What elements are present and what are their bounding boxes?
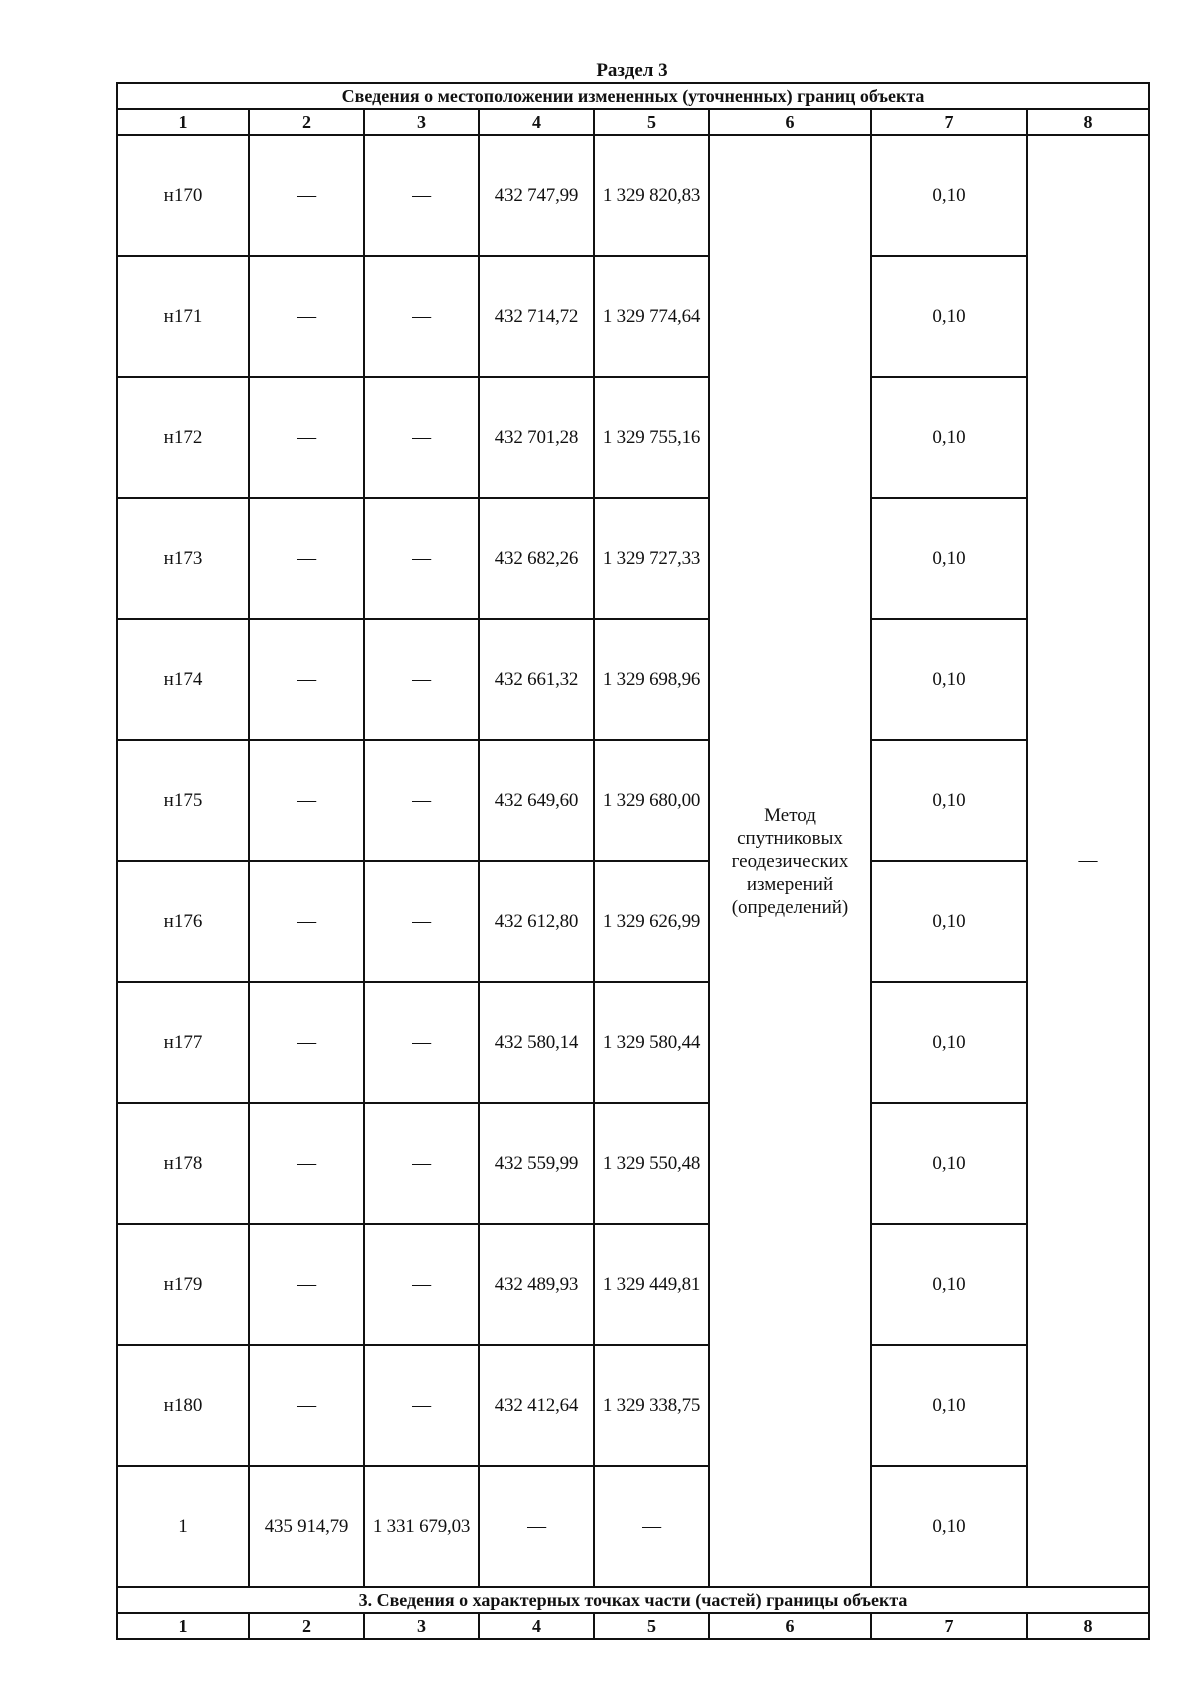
footer-heading: 3. Сведения о характерных точках части (частей) границы объекта bbox=[117, 1587, 1149, 1613]
section-heading: Раздел 3 bbox=[596, 60, 668, 81]
footer-column-number: 7 bbox=[871, 1613, 1027, 1639]
column-number: 5 bbox=[594, 109, 709, 135]
existing-y-cell: — bbox=[364, 619, 479, 740]
accuracy-cell: 0,10 bbox=[871, 256, 1027, 377]
table-row bbox=[117, 1345, 1149, 1466]
table-row bbox=[117, 377, 1149, 498]
method-text-line: измерений bbox=[746, 873, 834, 895]
point-name-cell: н174 bbox=[117, 619, 249, 740]
new-y-cell: 1 329 338,75 bbox=[594, 1345, 709, 1466]
footer-column-number: 6 bbox=[709, 1613, 871, 1639]
column-number: 6 bbox=[709, 109, 871, 135]
new-x-cell: 432 661,32 bbox=[479, 619, 594, 740]
new-x-cell: 432 714,72 bbox=[479, 256, 594, 377]
existing-x-cell: — bbox=[249, 619, 364, 740]
footer-column-number: 1 bbox=[117, 1613, 249, 1639]
new-y-cell: 1 329 580,44 bbox=[594, 982, 709, 1103]
existing-y-cell: — bbox=[364, 861, 479, 982]
existing-x-cell: — bbox=[249, 1345, 364, 1466]
table-row bbox=[117, 135, 1149, 256]
new-x-cell: 432 412,64 bbox=[479, 1345, 594, 1466]
new-x-cell: 432 612,80 bbox=[479, 861, 594, 982]
point-name-cell: н180 bbox=[117, 1345, 249, 1466]
existing-x-cell: — bbox=[249, 256, 364, 377]
column-number: 7 bbox=[871, 109, 1027, 135]
point-name-cell: н177 bbox=[117, 982, 249, 1103]
existing-y-cell: — bbox=[364, 498, 479, 619]
existing-y-cell: — bbox=[364, 256, 479, 377]
table-heading: Сведения о местоположении измененных (уточненных) границ объекта bbox=[117, 83, 1149, 109]
method-text-line: спутниковых bbox=[737, 827, 843, 849]
boundary-points-table bbox=[116, 82, 1150, 1640]
new-x-cell: 432 580,14 bbox=[479, 982, 594, 1103]
existing-x-cell: — bbox=[249, 498, 364, 619]
existing-y-cell: 1 331 679,03 bbox=[364, 1466, 479, 1587]
point-name-cell: н173 bbox=[117, 498, 249, 619]
point-name-cell: н171 bbox=[117, 256, 249, 377]
column-number: 4 bbox=[479, 109, 594, 135]
accuracy-cell: 0,10 bbox=[871, 1345, 1027, 1466]
accuracy-cell: 0,10 bbox=[871, 982, 1027, 1103]
method-text-line: Метод bbox=[764, 804, 816, 826]
new-y-cell: 1 329 774,64 bbox=[594, 256, 709, 377]
table-row bbox=[117, 1466, 1149, 1587]
table-row bbox=[117, 1103, 1149, 1224]
new-y-cell: 1 329 755,16 bbox=[594, 377, 709, 498]
table-row bbox=[117, 740, 1149, 861]
existing-x-cell: — bbox=[249, 377, 364, 498]
new-y-cell: 1 329 727,33 bbox=[594, 498, 709, 619]
method-cell bbox=[709, 135, 871, 1587]
existing-y-cell: — bbox=[364, 1103, 479, 1224]
existing-y-cell: — bbox=[364, 1224, 479, 1345]
point-name-cell: н172 bbox=[117, 377, 249, 498]
accuracy-cell: 0,10 bbox=[871, 1103, 1027, 1224]
existing-y-cell: — bbox=[364, 740, 479, 861]
column-number-row bbox=[117, 109, 1149, 135]
new-x-cell: 432 682,26 bbox=[479, 498, 594, 619]
new-y-cell: 1 329 820,83 bbox=[594, 135, 709, 256]
existing-x-cell: — bbox=[249, 861, 364, 982]
footer-column-number: 3 bbox=[364, 1613, 479, 1639]
column-8-cell: — bbox=[1027, 135, 1149, 1587]
footer-column-number: 5 bbox=[594, 1613, 709, 1639]
new-y-cell: 1 329 550,48 bbox=[594, 1103, 709, 1224]
new-x-cell: 432 701,28 bbox=[479, 377, 594, 498]
point-name-cell: н175 bbox=[117, 740, 249, 861]
table-row bbox=[117, 256, 1149, 377]
footer-column-number: 2 bbox=[249, 1613, 364, 1639]
footer-column-number: 4 bbox=[479, 1613, 594, 1639]
new-x-cell: 432 559,99 bbox=[479, 1103, 594, 1224]
table-row bbox=[117, 861, 1149, 982]
new-y-cell: 1 329 449,81 bbox=[594, 1224, 709, 1345]
existing-x-cell: — bbox=[249, 135, 364, 256]
new-x-cell: 432 489,93 bbox=[479, 1224, 594, 1345]
existing-y-cell: — bbox=[364, 1345, 479, 1466]
new-x-cell: — bbox=[479, 1466, 594, 1587]
column-number: 2 bbox=[249, 109, 364, 135]
new-y-cell: 1 329 680,00 bbox=[594, 740, 709, 861]
existing-x-cell: — bbox=[249, 1103, 364, 1224]
existing-y-cell: — bbox=[364, 982, 479, 1103]
column-number: 3 bbox=[364, 109, 479, 135]
new-x-cell: 432 747,99 bbox=[479, 135, 594, 256]
method-text-line: (определений) bbox=[731, 896, 849, 918]
table-row bbox=[117, 982, 1149, 1103]
existing-x-cell: — bbox=[249, 740, 364, 861]
table-row bbox=[117, 498, 1149, 619]
accuracy-cell: 0,10 bbox=[871, 135, 1027, 256]
column-number: 8 bbox=[1027, 109, 1149, 135]
footer-column-number: 8 bbox=[1027, 1613, 1149, 1639]
new-y-cell: — bbox=[594, 1466, 709, 1587]
existing-y-cell: — bbox=[364, 377, 479, 498]
method-text-line: геодезических bbox=[731, 850, 849, 872]
point-name-cell: н176 bbox=[117, 861, 249, 982]
accuracy-cell: 0,10 bbox=[871, 861, 1027, 982]
existing-x-cell: — bbox=[249, 1224, 364, 1345]
existing-x-cell: 435 914,79 bbox=[249, 1466, 364, 1587]
accuracy-cell: 0,10 bbox=[871, 740, 1027, 861]
point-name-cell: н178 bbox=[117, 1103, 249, 1224]
new-y-cell: 1 329 626,99 bbox=[594, 861, 709, 982]
accuracy-cell: 0,10 bbox=[871, 498, 1027, 619]
column-number: 1 bbox=[117, 109, 249, 135]
accuracy-cell: 0,10 bbox=[871, 619, 1027, 740]
accuracy-cell: 0,10 bbox=[871, 1466, 1027, 1587]
accuracy-cell: 0,10 bbox=[871, 1224, 1027, 1345]
point-name-cell: н170 bbox=[117, 135, 249, 256]
new-y-cell: 1 329 698,96 bbox=[594, 619, 709, 740]
new-x-cell: 432 649,60 bbox=[479, 740, 594, 861]
table-row bbox=[117, 1224, 1149, 1345]
existing-x-cell: — bbox=[249, 982, 364, 1103]
point-name-cell: 1 bbox=[117, 1466, 249, 1587]
document-page bbox=[116, 60, 1148, 1640]
point-name-cell: н179 bbox=[117, 1224, 249, 1345]
accuracy-cell: 0,10 bbox=[871, 377, 1027, 498]
footer-column-number-row bbox=[117, 1613, 1149, 1639]
table-row bbox=[117, 619, 1149, 740]
existing-y-cell: — bbox=[364, 135, 479, 256]
